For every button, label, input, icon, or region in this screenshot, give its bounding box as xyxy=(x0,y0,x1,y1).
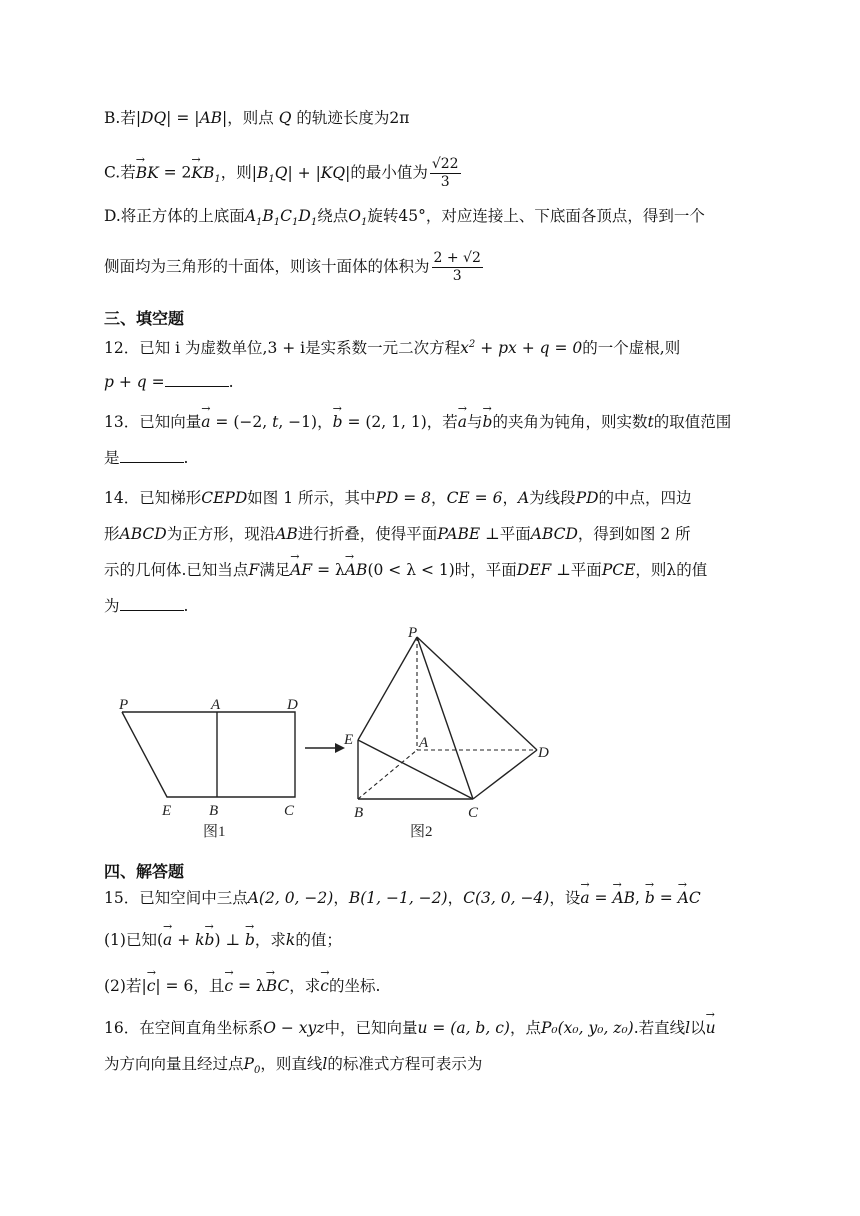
question-16-line1: 16．在空间直角坐标系O − xyz中，已知向量u = (a, b, c)，点P₀(x₀, y₀, z₀).若直线l以→ u xyxy=(104,1016,764,1040)
question-15-part2: (2)若|→ c| = 6，且→ c = λ→ BC，求→ c的坐标. xyxy=(104,974,764,998)
question-15-part1: (1)已知(→ a + k→ b) ⊥ → b，求k的值； xyxy=(104,928,764,952)
geometry-figures xyxy=(100,622,580,842)
fig2-label-p: P xyxy=(408,625,418,641)
fig1-label-p: P xyxy=(119,697,129,713)
fig1-label-b: B xyxy=(209,803,219,819)
option-d-line2: 侧面均为三角形的十面体，则该十面体的体积为 $\frac{2 + √2}{3}$ xyxy=(104,250,481,284)
question-14-line2: 形ABCD为正方形，现沿AB进行折叠，使得平面PABE ⊥平面ABCD，得到如图 2 所 xyxy=(104,525,691,543)
fig2-label-c: C xyxy=(468,805,479,821)
question-14-line1: 14．已知梯形CEPD如图 1 所示，其中PD = 8，CE = 6，A为线段PD的中点，四边 xyxy=(104,489,692,507)
fig1-label-e: E xyxy=(162,803,172,819)
question-13-line2: 是 . xyxy=(104,449,189,467)
answer-blank[interactable] xyxy=(120,596,184,611)
question-16-line2: 为方向向量且经过点$P_0$，则直线l的标准式方程可表示为 xyxy=(104,1055,483,1077)
fig1-label-c: C xyxy=(284,803,295,819)
fig1-label-a: A xyxy=(211,697,221,713)
fraction: $\frac{√22}{3}$ xyxy=(431,156,459,190)
fig1-label-d: D xyxy=(287,697,298,713)
question-14-line4: 为 . xyxy=(104,597,189,615)
question-12-line2: p + q = . xyxy=(104,373,234,391)
fig1-caption: 图1 xyxy=(203,824,226,840)
question-12: 12．已知 i 为虚数单位,3 + i是实系数一元二次方程$x^2$ + px + q = 0的一个虚根,则 xyxy=(104,339,681,358)
question-15: 15．已知空间中三点A(2, 0, −2)，B(1, −1, −2)，C(3, 0, −4)，设→ a = → AB, → b = → AC xyxy=(104,886,764,910)
answer-blank[interactable] xyxy=(165,372,229,387)
question-13: 13．已知向量→ a = (−2, t, −1)，→ b = (2, 1, 1)，若→ a与→ b的夹角为钝角，则实数t的取值范围 xyxy=(104,410,764,434)
fig2-label-a: A xyxy=(419,735,429,751)
fig2-label-d: D xyxy=(538,745,549,761)
section-title-fill-blank: 三、填空题 xyxy=(104,309,185,328)
question-14-line3: 示的几何体.已知当点F满足→ AF = λ→ AB(0 < λ < 1)时，平面DEF ⊥平面PCE，则λ的值 xyxy=(104,558,764,582)
figure-2-lines xyxy=(358,637,537,799)
figure-1-lines xyxy=(122,712,295,797)
fig2-caption: 图2 xyxy=(410,824,433,840)
fig2-label-b: B xyxy=(354,805,364,821)
option-d-line1: D.将正方体的上底面$A_1B_1C_1D_1$绕点$O_1$旋转45°，对应连接上、下底面各顶点，得到一个 xyxy=(104,207,705,229)
fig2-label-e: E xyxy=(344,732,354,748)
fraction: $\frac{2 + √2}{3}$ xyxy=(433,250,481,284)
option-c: C.若→ BK = $2\to KB_1$，则$|B_1Q| + |KQ|$的最小值为 $\frac{√22}{3}$ xyxy=(104,156,764,192)
option-b: B.若|DQ| = |AB|，则点 Q 的轨迹长度为2π xyxy=(104,109,410,127)
section-title-answer: 四、解答题 xyxy=(104,862,185,881)
answer-blank[interactable] xyxy=(120,448,184,463)
figure-2-hidden-lines xyxy=(358,637,537,799)
